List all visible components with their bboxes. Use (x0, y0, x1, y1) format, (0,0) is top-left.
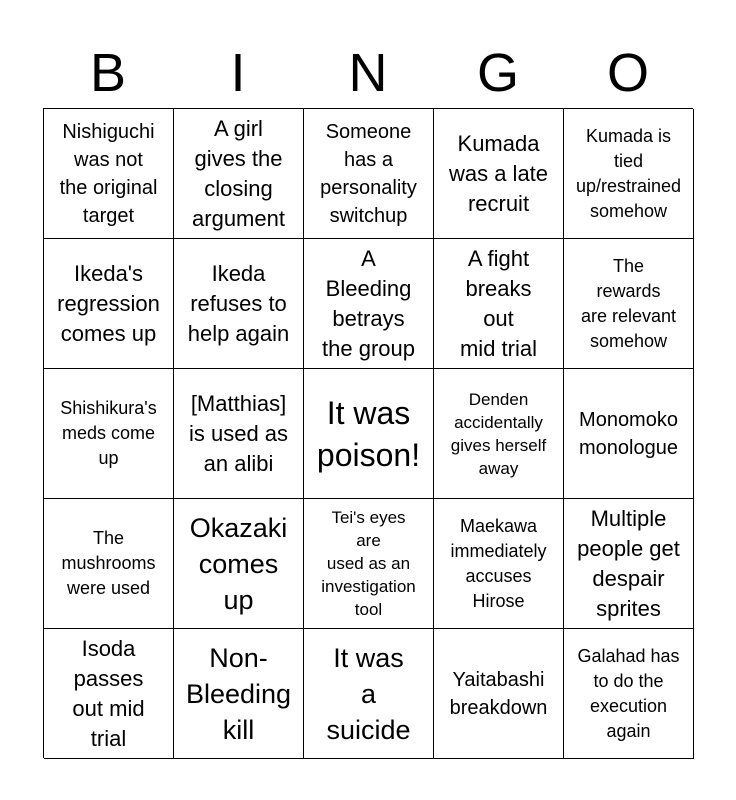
bingo-cell-text: Galahad has to do the execution again (577, 645, 680, 741)
bingo-cell[interactable] (564, 239, 694, 369)
bingo-cell-text: A Bleeding betrays the group (322, 245, 415, 361)
bingo-cell-text: It was poison! (316, 394, 421, 473)
bingo-cell[interactable] (434, 369, 564, 499)
bingo-cell-text: [Matthias] is used as an alibi (188, 390, 289, 476)
bingo-cell-text: Monomoko monologue (579, 408, 678, 459)
bingo-cell-text: Kumada was a late recruit (448, 130, 549, 216)
bingo-cell[interactable] (434, 239, 564, 369)
header-letter-b: B (89, 43, 127, 103)
bingo-cell[interactable] (304, 109, 434, 239)
bingo-cell-text: Kumada is tied up/restrained somehow (575, 125, 682, 221)
bingo-cell-text: The mushrooms were used (61, 528, 156, 598)
bingo-cell[interactable] (174, 629, 304, 759)
bingo-cell[interactable] (564, 109, 694, 239)
header-letter-o: O (606, 43, 649, 103)
bingo-cell[interactable] (304, 239, 434, 369)
bingo-cell-text: Ikeda refuses to help again (187, 260, 290, 346)
bingo-cell[interactable] (304, 369, 434, 499)
bingo-cell[interactable] (434, 629, 564, 759)
bingo-cell-text: Someone has a personality switchup (320, 120, 417, 227)
bingo-cell[interactable] (174, 369, 304, 499)
bingo-cell-text: It was a suicide (326, 642, 411, 745)
bingo-cell-text: The rewards are relevant somehow (580, 255, 677, 351)
header-letter-n: N (348, 43, 388, 103)
bingo-cell-text: Denden accidentally gives herself away (450, 389, 547, 478)
bingo-card-grid (43, 108, 693, 758)
bingo-cell[interactable] (174, 499, 304, 629)
bingo-cell-text: Nishiguchi was not the original target (59, 120, 158, 227)
bingo-cell[interactable] (434, 499, 564, 629)
bingo-cell[interactable] (44, 499, 174, 629)
bingo-cell[interactable] (44, 109, 174, 239)
header-letter-i: I (230, 43, 246, 103)
bingo-cell-text: Maekawa immediately accuses Hirose (450, 515, 547, 611)
bingo-cell[interactable] (304, 499, 434, 629)
bingo-cell-text: Multiple people get despair sprites (577, 505, 680, 621)
header-letter-g: G (476, 43, 519, 103)
bingo-header (43, 38, 693, 108)
bingo-cell-text: Isoda passes out mid trial (72, 635, 145, 751)
bingo-cell-text: A girl gives the closing argument (192, 115, 285, 231)
bingo-cell[interactable] (44, 629, 174, 759)
bingo-cell-text: Non- Bleeding kill (185, 642, 292, 745)
bingo-cell[interactable] (174, 109, 304, 239)
bingo-cell[interactable] (304, 629, 434, 759)
bingo-cell-text: Okazaki comes up (189, 512, 288, 615)
bingo-cell[interactable] (434, 109, 564, 239)
bingo-cell-text: Yaitabashi breakdown (449, 668, 548, 719)
bingo-cell[interactable] (44, 239, 174, 369)
bingo-cell[interactable] (564, 629, 694, 759)
bingo-cell-text: A fight breaks out mid trial (459, 245, 537, 361)
bingo-cell[interactable] (564, 369, 694, 499)
bingo-cell[interactable] (564, 499, 694, 629)
bingo-cell-text: Tei's eyes are used as an investigation tool (321, 508, 416, 619)
bingo-cell[interactable] (174, 239, 304, 369)
bingo-cell[interactable] (44, 369, 174, 499)
bingo-cell-text: Shishikura's meds come up (60, 398, 157, 468)
bingo-cell-text: Ikeda's regression comes up (57, 260, 160, 346)
